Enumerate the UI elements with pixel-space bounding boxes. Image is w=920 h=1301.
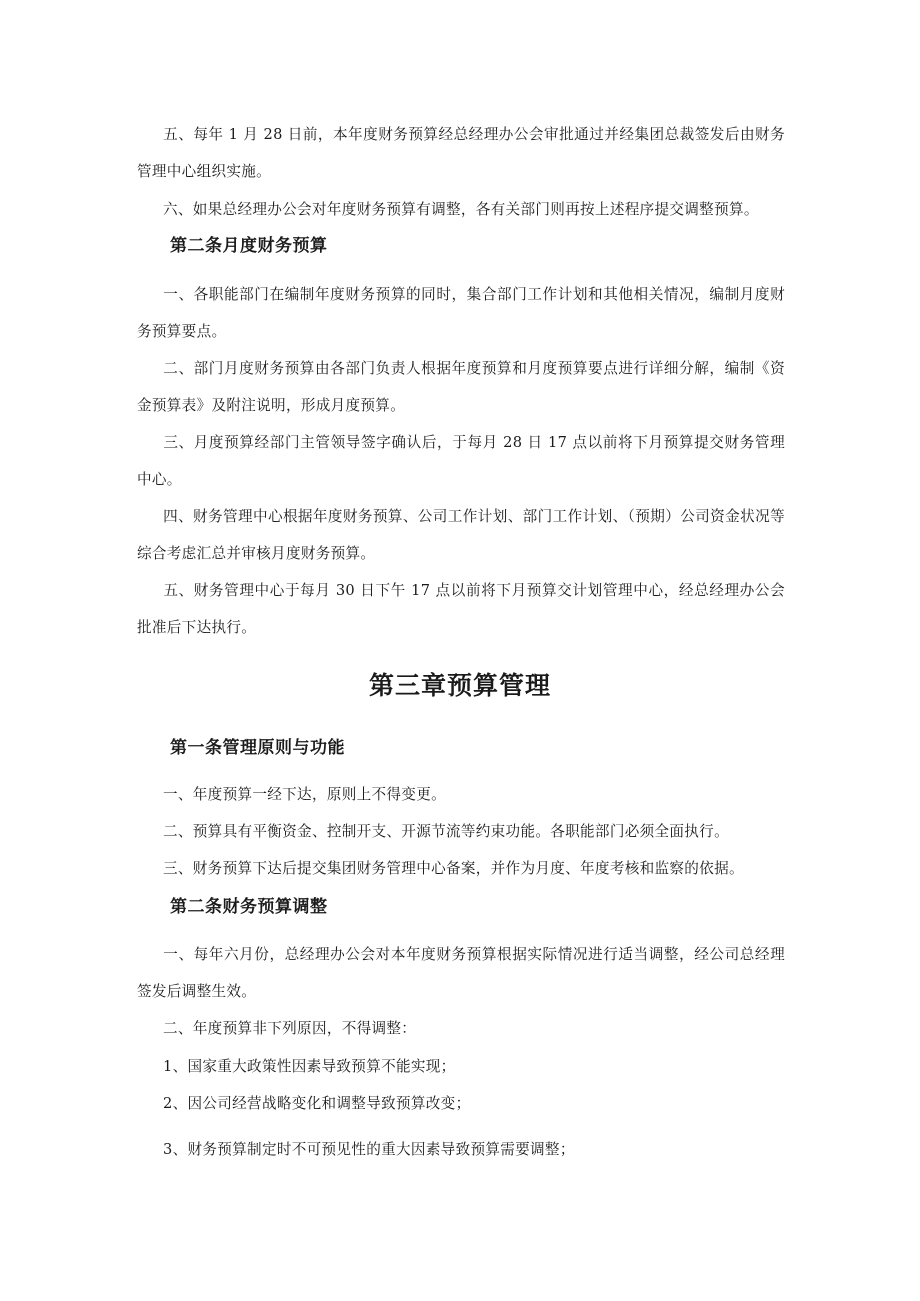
paragraph-monthly-point-5: 五、财务管理中心于每月 30 日下午 17 点以前将下月预算交计划管理中心，经总经理办公会批准后下达执行。: [137, 582, 785, 636]
paragraph-monthly-point-3: 三、月度预算经部门主管领导签字确认后，于每月 28 日 17 点以前将下月预算提交财务管理中心。: [137, 434, 785, 488]
chapter-title: 第三章预算管理: [368, 671, 551, 700]
list-item-reason-3: 3、财务预算制定时不可预见性的重大因素导致预算需要调整；: [163, 1141, 575, 1158]
paragraph-principle-1: 一、年度预算一经下达，原则上不得变更。: [163, 786, 446, 803]
paragraph-monthly-point-1: 一、各职能部门在编制年度财务预算的同时，集合部门工作计划和其他相关情况，编制月度财务预算要点。: [137, 286, 785, 340]
paragraph-adjustment-2: 二、年度预算非下列原因，不得调整：: [163, 1020, 417, 1037]
list-item-reason-2: 2、因公司经营战略变化和调整导致预算改变；: [163, 1095, 471, 1112]
paragraph-monthly-point-4: 四、财务管理中心根据年度财务预算、公司工作计划、部门工作计划、（预期）公司资金状况等综合考虑汇总并审核月度财务预算。: [137, 508, 785, 562]
paragraph-monthly-point-2: 二、部门月度财务预算由各部门负责人根据年度预算和月度预算要点进行详细分解，编制《资金预算表》及附注说明，形成月度预算。: [137, 360, 785, 414]
paragraph-adjustment-1: 一、每年六月份，总经理办公会对本年度财务预算根据实际情况进行适当调整，经公司总经理签发后调整生效。: [137, 946, 785, 1000]
paragraph-principle-3: 三、财务预算下达后提交集团财务管理中心备案，并作为月度、年度考核和监察的依据。: [163, 860, 744, 877]
section-heading-monthly-budget: 第二条月度财务预算: [170, 236, 328, 256]
section-heading-principles: 第一条管理原则与功能: [170, 738, 345, 758]
section-heading-budget-adjustment: 第二条财务预算调整: [170, 897, 328, 917]
paragraph-principle-2: 二、预算具有平衡资金、控制开支、开源节流等约束功能。各职能部门必须全面执行。: [163, 823, 729, 840]
paragraph-annual-adjustment: 六、如果总经理办公会对年度财务预算有调整，各有关部门则再按上述程序提交调整预算。: [163, 201, 759, 218]
list-item-reason-1: 1、国家重大政策性因素导致预算不能实现；: [163, 1058, 456, 1075]
paragraph-annual-approval: 五、每年 1 月 28 日前，本年度财务预算经总经理办公会审批通过并经集团总裁签发后由财务管理中心组织实施。: [137, 126, 785, 180]
